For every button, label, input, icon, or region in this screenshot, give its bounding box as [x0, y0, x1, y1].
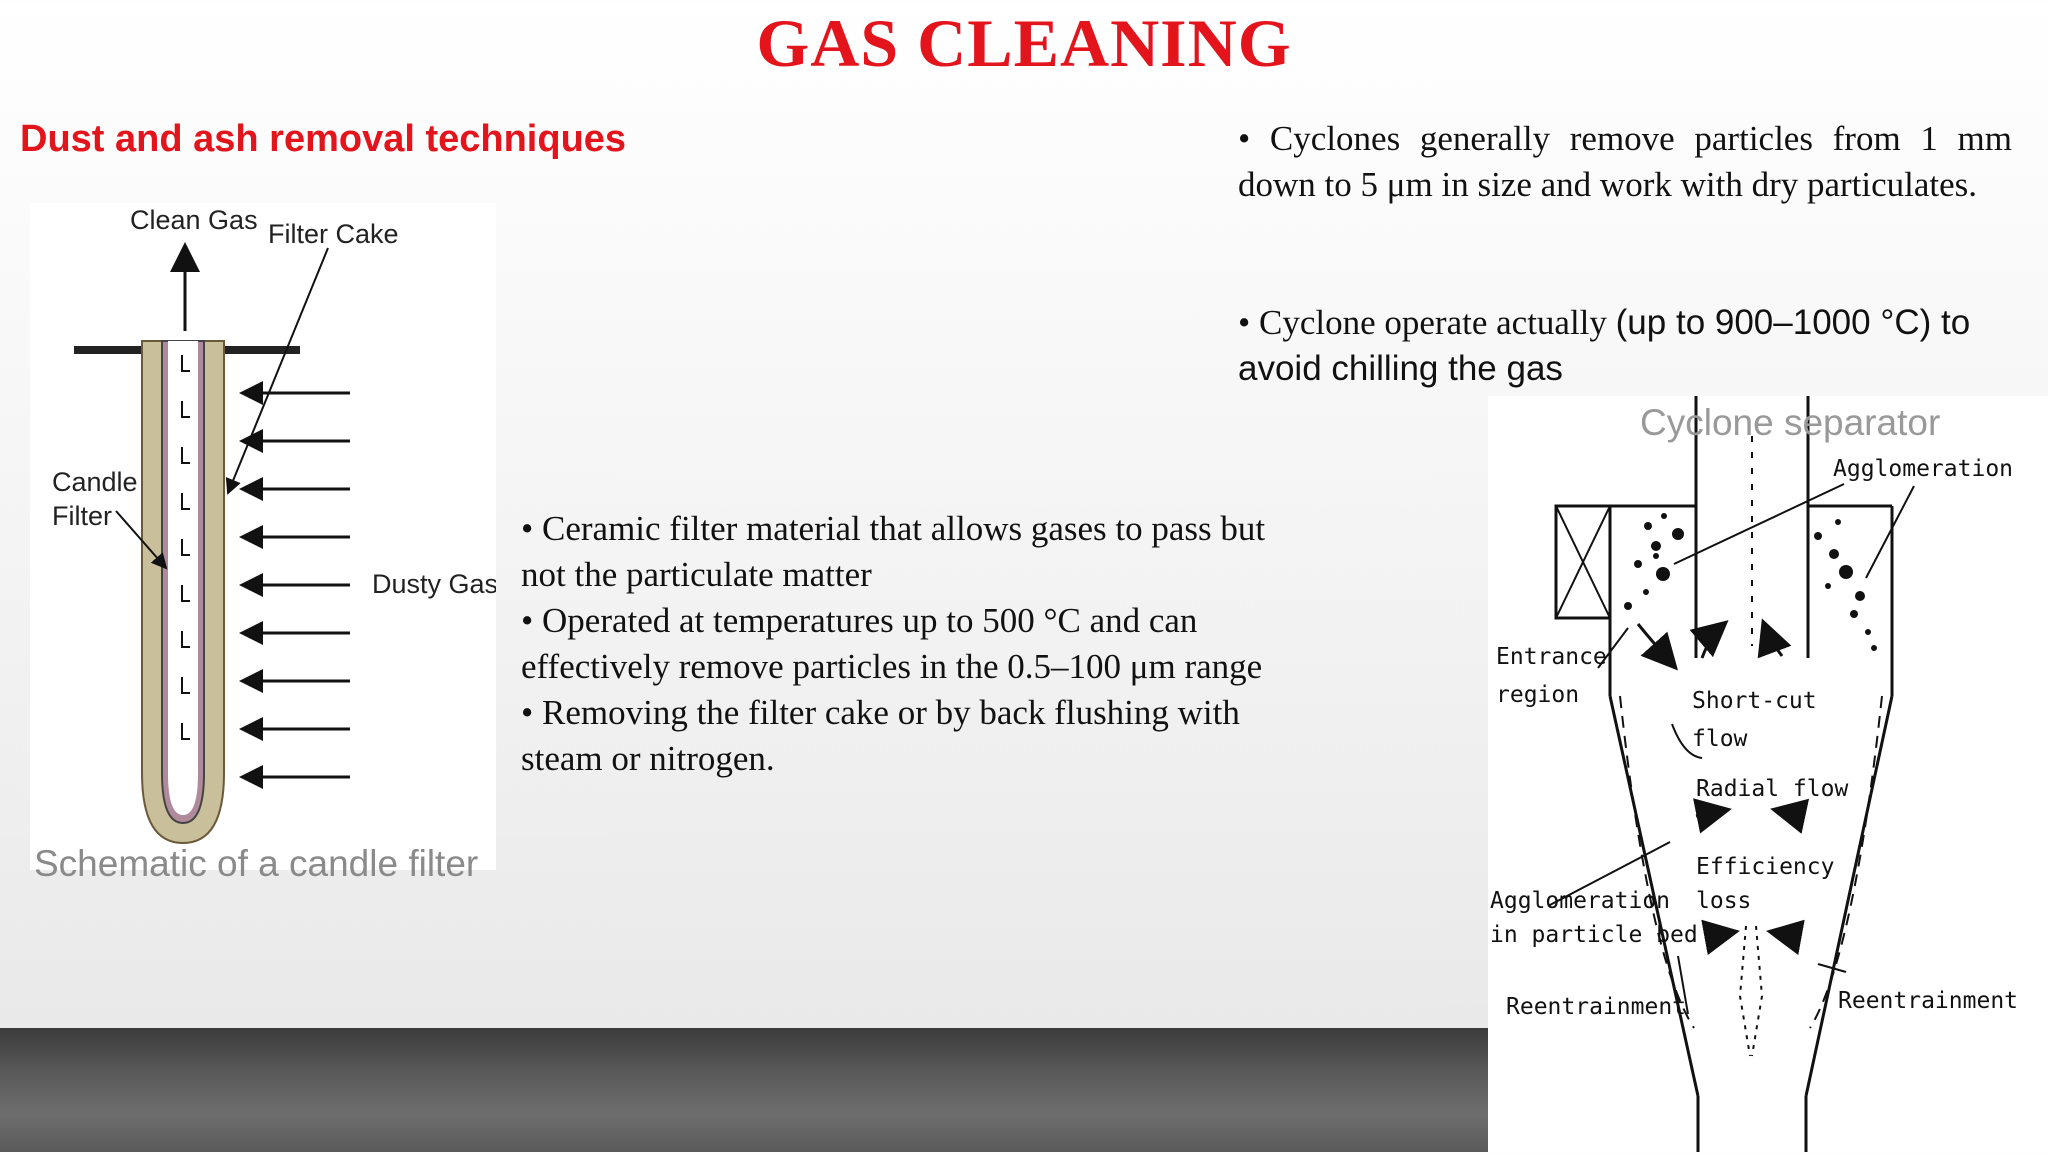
efficiency-label-line2: loss — [1696, 888, 1752, 914]
radial-flow-label: Radial flow — [1696, 776, 1849, 802]
cyclone-bullet-2 — [1238, 300, 2012, 392]
efficiency-label-line1: Efficiency — [1696, 854, 1835, 880]
cyclone-bullet-2-prefix: • Cyclone operate actually — [1238, 303, 1616, 342]
agglomeration-bed-label-line2: in particle bed — [1490, 922, 1698, 948]
reentrainment-left-label: Reentrainment — [1506, 994, 1687, 1020]
entrance-label-line1: Entrance — [1496, 644, 1607, 670]
candle-label-line2: Filter — [52, 501, 112, 531]
cyclone-caption: Cyclone separator — [1640, 402, 1941, 443]
filter-cake-leader — [228, 248, 328, 493]
cyclone-bullet-2-suffix: (up to 900–1000 °C) to avoid chilling the gas — [1238, 303, 1971, 388]
clean-gas-label: Clean Gas — [130, 205, 258, 235]
slide-title: GAS CLEANING — [756, 5, 1292, 81]
cyclone-bullet-1: • Cyclones generally remove particles from 1 mm down to 5 μm in size and work with dry particulates. — [1238, 119, 2012, 204]
dusty-gas-label: Dusty Gas — [372, 569, 496, 599]
candle-filter-svg — [30, 203, 496, 870]
shortcut-label-line2: flow — [1692, 726, 1748, 752]
particles — [1624, 513, 1877, 651]
dusty-gas-arrows — [242, 393, 350, 777]
cyclone-separator-diagram — [1488, 396, 2048, 1152]
agglomeration-top-label: Agglomeration — [1833, 456, 2014, 482]
reentrainment-right-label: Reentrainment — [1838, 988, 2019, 1014]
cyclone-body — [1556, 396, 1892, 1152]
candle-label-line1: Candle — [52, 467, 138, 497]
section-subtitle: Dust and ash removal techniques — [20, 118, 627, 160]
candle-filter-caption: Schematic of a candle filter — [34, 843, 479, 884]
candle-filter-diagram — [30, 203, 496, 870]
bullet-ceramic: • Ceramic filter material that allows gases to pass but not the particulate matter — [521, 509, 1266, 594]
agglomeration-bed-label-line1: Agglomeration — [1490, 888, 1671, 914]
candle-filter-bullets — [521, 506, 1301, 782]
bullet-cleaning: • Removing the filter cake or by back flushing with steam or nitrogen. — [521, 693, 1240, 778]
cyclone-svg — [1488, 396, 2048, 1152]
bullet-temperature: • Operated at temperatures up to 500 °C and can effectively remove particles in the 0.5–100 μm range — [521, 601, 1263, 686]
shortcut-label-line1: Short-cut — [1692, 688, 1817, 714]
entrance-label-line2: region — [1496, 682, 1580, 708]
filter-cake-label: Filter Cake — [268, 219, 399, 249]
